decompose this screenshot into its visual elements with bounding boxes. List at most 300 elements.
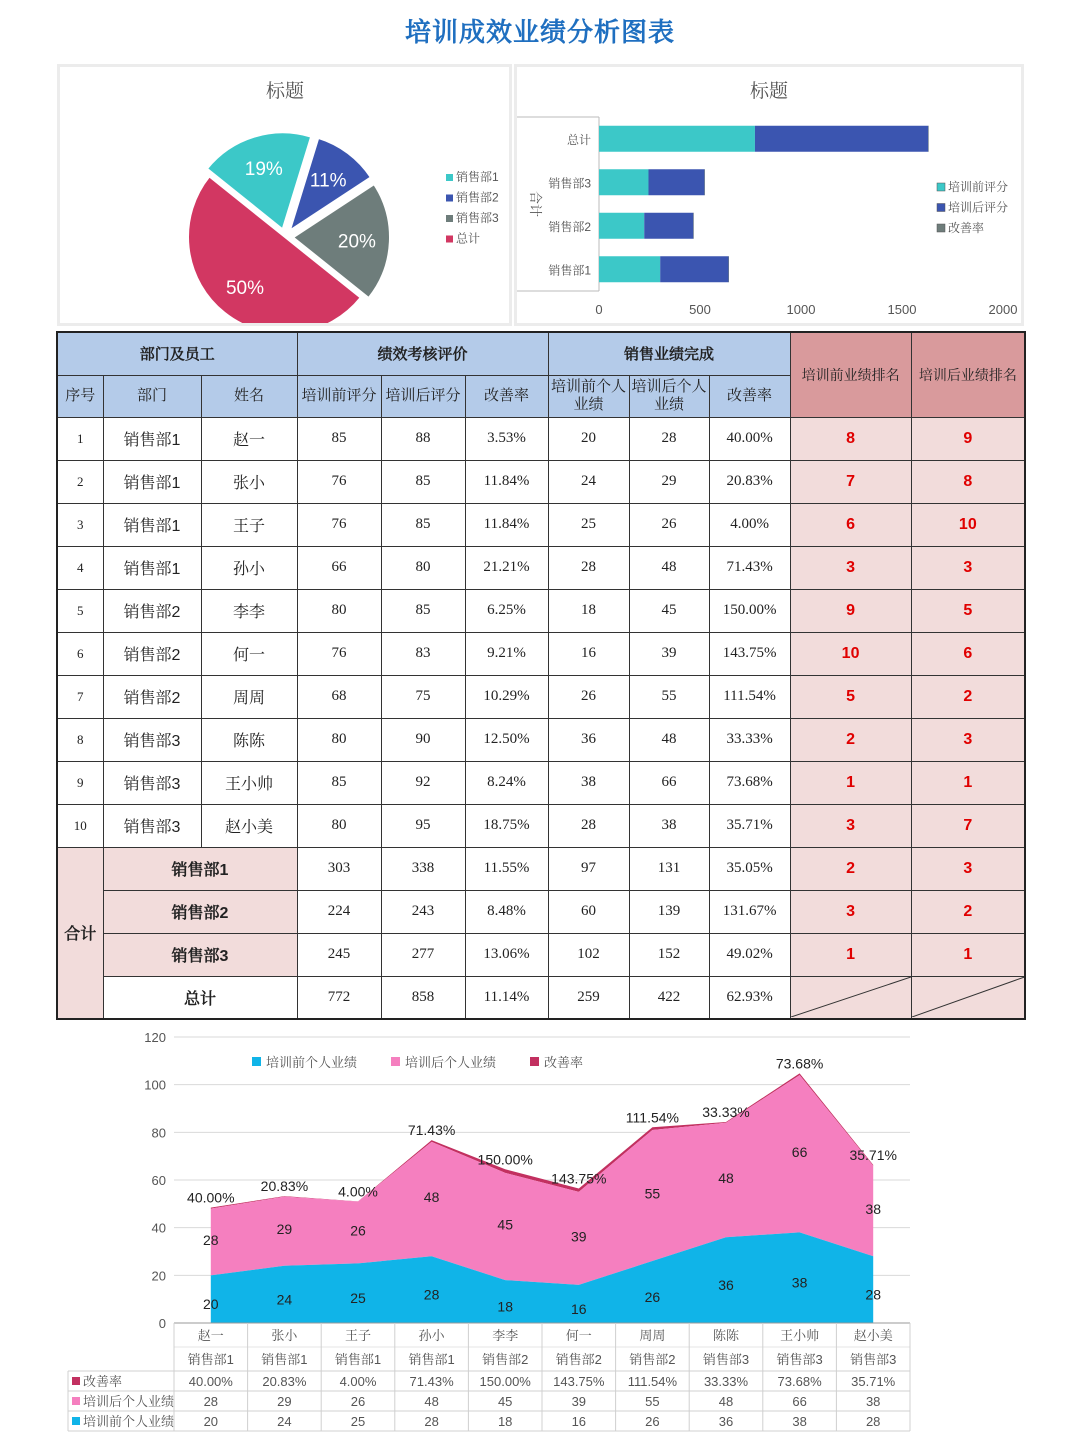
pie-value-label: 20% — [337, 231, 376, 253]
legend-swatch — [72, 1417, 80, 1425]
table-row — [57, 503, 1025, 546]
table-cell: 5 — [911, 589, 1025, 632]
table-cell: 李李 — [201, 589, 297, 632]
table-cell: 1 — [790, 761, 911, 804]
table-cell: 71.43% — [709, 546, 790, 589]
bar-segment — [755, 126, 928, 152]
data-label-after: 55 — [644, 1185, 661, 1202]
table-cell: 张小 — [201, 460, 297, 503]
legend-swatch — [391, 1057, 400, 1066]
table-value: 48 — [718, 1394, 734, 1409]
group-label: 销售部1 — [187, 1352, 234, 1367]
table-cell: 26 — [629, 503, 709, 546]
table-cell: 75 — [381, 675, 465, 718]
category-label: 销售部1 — [548, 263, 591, 278]
summary-row — [57, 847, 1025, 890]
table-cell: 66 — [297, 546, 381, 589]
summary-cell: 2 — [790, 847, 911, 890]
table-cell: 36 — [548, 718, 629, 761]
table-cell: 150.00% — [709, 589, 790, 632]
table-cell: 28 — [548, 546, 629, 589]
data-label-before: 16 — [571, 1300, 587, 1317]
table-cell: 33.33% — [709, 718, 790, 761]
table-value: 28 — [203, 1394, 219, 1409]
data-label-improvement: 150.00% — [477, 1151, 533, 1168]
table-cell: 9 — [790, 589, 911, 632]
table-cell: 销售部3 — [103, 804, 201, 847]
y-tick-label: 20 — [151, 1268, 166, 1284]
table-cell: 16 — [548, 632, 629, 675]
data-label-improvement: 40.00% — [187, 1189, 235, 1206]
category-label: 张小 — [271, 1328, 298, 1343]
legend-label: 培训后个人业绩 — [405, 1055, 497, 1070]
table-cell: 6.25% — [465, 589, 548, 632]
diagonal-cell — [911, 976, 1025, 1019]
table-cell: 4 — [57, 546, 103, 589]
table-value: 38 — [792, 1414, 807, 1429]
legend-label: 销售部2 — [456, 190, 499, 205]
table-cell: 18.75% — [465, 804, 548, 847]
table-cell: 85 — [297, 761, 381, 804]
data-label-improvement: 4.00% — [338, 1183, 378, 1200]
table-value: 143.75% — [553, 1374, 605, 1389]
table-value: 38 — [865, 1394, 881, 1409]
table-cell: 35.71% — [709, 804, 790, 847]
summary-cell: 8.48% — [465, 890, 548, 933]
table-value: 36 — [718, 1414, 734, 1429]
table-value: 33.33% — [703, 1374, 749, 1389]
table-value: 111.54% — [627, 1374, 678, 1389]
table-cell: 赵小美 — [201, 804, 297, 847]
bar-segment — [693, 213, 694, 239]
pie-title: 标题 — [265, 81, 305, 102]
table-cell: 76 — [297, 503, 381, 546]
table-cell: 4.00% — [709, 503, 790, 546]
table-row — [57, 718, 1025, 761]
table-cell: 26 — [548, 675, 629, 718]
table-cell: 73.68% — [709, 761, 790, 804]
table-row-label: 培训后个人业绩 — [83, 1394, 175, 1409]
table-cell: 3 — [911, 718, 1025, 761]
total-cell: 422 — [629, 976, 709, 1019]
legend-label: 销售部1 — [456, 170, 499, 184]
legend-swatch — [937, 224, 945, 232]
table-cell: 9.21% — [465, 632, 548, 675]
total-cell: 62.93% — [709, 976, 790, 1019]
table-row — [57, 761, 1025, 804]
summary-row — [57, 933, 1025, 976]
table-cell: 王子 — [201, 503, 297, 546]
legend-label: 改善率 — [544, 1055, 584, 1070]
table-cell: 111.54% — [709, 675, 790, 718]
y-axis-title: 合计 — [528, 190, 543, 218]
table-row — [57, 460, 1025, 503]
diagonal-cell — [790, 976, 911, 1019]
data-label-before: 24 — [276, 1291, 293, 1308]
data-label-before: 28 — [423, 1286, 440, 1303]
category-label: 李李 — [492, 1328, 519, 1343]
bar-segment — [660, 256, 728, 282]
summary-cell: 1 — [911, 933, 1025, 976]
pie-value-label: 19% — [244, 159, 283, 181]
table-cell: 10 — [911, 503, 1025, 546]
bar-segment — [928, 126, 929, 152]
pie-chart-panel — [57, 64, 512, 326]
subheader-5: 培训后评分 — [381, 375, 465, 417]
table-value: 73.68% — [777, 1374, 822, 1389]
area-chart — [60, 1022, 1020, 1434]
summary-cell: 139 — [629, 890, 709, 933]
summary-cell: 35.05% — [709, 847, 790, 890]
table-cell: 6 — [911, 632, 1025, 675]
table-cell: 10 — [790, 632, 911, 675]
summary-cell: 销售部3 — [103, 933, 297, 976]
table-cell: 85 — [297, 417, 381, 460]
table-cell: 76 — [297, 460, 381, 503]
bar-title: 标题 — [749, 81, 789, 102]
category-label: 销售部3 — [548, 176, 591, 191]
summary-row — [57, 890, 1025, 933]
table-cell: 76 — [297, 632, 381, 675]
summary-cell: 13.06% — [465, 933, 548, 976]
summary-cell: 102 — [548, 933, 629, 976]
table-value: 4.00% — [339, 1374, 377, 1389]
table-cell: 85 — [381, 460, 465, 503]
table-value: 24 — [277, 1414, 292, 1429]
legend-swatch — [530, 1057, 539, 1066]
bar-segment — [599, 126, 755, 152]
table-value: 29 — [277, 1394, 292, 1409]
table-cell: 28 — [629, 417, 709, 460]
table-cell: 销售部2 — [103, 675, 201, 718]
table-cell: 何一 — [201, 632, 297, 675]
legend-label: 销售部3 — [456, 211, 499, 225]
group-label: 销售部3 — [776, 1352, 823, 1367]
legend-swatch — [72, 1377, 80, 1385]
table-cell: 3.53% — [465, 417, 548, 460]
legend-label: 培训前评分 — [948, 180, 1009, 194]
table-row — [57, 589, 1025, 632]
table-value: 45 — [497, 1394, 513, 1409]
y-tick-label: 0 — [158, 1316, 166, 1331]
subheader-1: 序号 — [57, 375, 103, 417]
summary-label: 合计 — [57, 847, 103, 1019]
table-cell: 8 — [57, 718, 103, 761]
header-rank-after: 培训后业绩排名 — [911, 332, 1025, 417]
table-cell: 18 — [548, 589, 629, 632]
data-label-improvement: 111.54% — [625, 1109, 680, 1126]
data-label-after: 48 — [423, 1189, 440, 1206]
category-label: 何一 — [565, 1328, 592, 1343]
table-cell: 80 — [297, 589, 381, 632]
y-tick-label: 40 — [151, 1220, 166, 1236]
table-cell: 7 — [790, 460, 911, 503]
table-value: 66 — [792, 1394, 807, 1409]
bar-segment — [648, 169, 704, 195]
data-label-improvement: 33.33% — [702, 1104, 750, 1121]
category-label: 王小帅 — [780, 1328, 820, 1343]
table-cell: 90 — [381, 718, 465, 761]
category-label: 销售部2 — [548, 219, 591, 234]
subheader-7: 培训前个人业绩 — [548, 375, 629, 417]
group-label: 销售部1 — [261, 1352, 308, 1367]
table-value: 28 — [424, 1414, 439, 1429]
legend-swatch — [446, 174, 453, 181]
category-label: 总计 — [566, 132, 591, 147]
table-cell: 8 — [911, 460, 1025, 503]
table-row-label: 改善率 — [83, 1374, 123, 1389]
bar-chart-panel — [514, 64, 1024, 326]
header-dept-staff: 部门及员工 — [57, 332, 297, 375]
table-cell: 销售部3 — [103, 718, 201, 761]
table-cell: 55 — [629, 675, 709, 718]
y-tick-label: 60 — [151, 1173, 166, 1188]
summary-cell: 245 — [297, 933, 381, 976]
table-row — [57, 417, 1025, 460]
summary-cell: 131 — [629, 847, 709, 890]
table-cell: 48 — [629, 718, 709, 761]
total-cell: 11.14% — [465, 976, 548, 1019]
table-value: 26 — [350, 1394, 366, 1409]
category-label: 王子 — [344, 1328, 372, 1343]
legend-swatch — [72, 1397, 80, 1405]
data-label-after: 38 — [865, 1200, 881, 1217]
bar-segment — [704, 169, 705, 195]
table-cell: 8 — [790, 417, 911, 460]
subheader-3: 姓名 — [201, 375, 297, 417]
summary-cell: 11.55% — [465, 847, 548, 890]
table-cell: 28 — [548, 804, 629, 847]
table-cell: 7 — [911, 804, 1025, 847]
bar-chart — [517, 67, 1021, 323]
summary-cell: 3 — [911, 847, 1025, 890]
table-cell: 80 — [297, 718, 381, 761]
table-cell: 95 — [381, 804, 465, 847]
table-cell: 38 — [629, 804, 709, 847]
data-label-after: 39 — [571, 1228, 587, 1245]
table-cell: 10.29% — [465, 675, 548, 718]
summary-cell: 1 — [790, 933, 911, 976]
summary-cell: 销售部1 — [103, 847, 297, 890]
legend-swatch — [937, 183, 945, 191]
table-cell: 29 — [629, 460, 709, 503]
y-tick-label: 80 — [151, 1125, 166, 1141]
summary-cell: 277 — [381, 933, 465, 976]
table-value: 28 — [865, 1414, 881, 1429]
table-cell: 80 — [297, 804, 381, 847]
table-cell: 9 — [911, 417, 1025, 460]
pie-value-label: 11% — [309, 170, 347, 192]
table-cell: 9 — [57, 761, 103, 804]
table-value: 71.43% — [409, 1374, 454, 1389]
table-row — [57, 632, 1025, 675]
table-row — [57, 804, 1025, 847]
group-label: 销售部2 — [555, 1352, 602, 1367]
pie-value-label: 50% — [225, 277, 264, 299]
table-cell: 85 — [381, 589, 465, 632]
table-cell: 6 — [790, 503, 911, 546]
total-row — [57, 976, 1025, 1019]
total-cell: 总计 — [103, 976, 297, 1019]
data-label-after: 48 — [718, 1170, 734, 1186]
table-cell: 92 — [381, 761, 465, 804]
table-cell: 40.00% — [709, 417, 790, 460]
table-cell: 销售部2 — [103, 632, 201, 675]
data-label-improvement: 143.75% — [551, 1170, 607, 1187]
table-cell: 1 — [57, 417, 103, 460]
table-cell: 20 — [548, 417, 629, 460]
group-label: 销售部2 — [482, 1352, 529, 1367]
category-label: 赵小美 — [853, 1328, 893, 1343]
summary-cell: 97 — [548, 847, 629, 890]
bar-segment — [599, 213, 644, 239]
table-cell: 3 — [911, 546, 1025, 589]
table-cell: 8.24% — [465, 761, 548, 804]
total-cell: 772 — [297, 976, 381, 1019]
header-performance-eval: 绩效考核评价 — [297, 332, 548, 375]
data-label-after: 28 — [203, 1231, 219, 1248]
table-value: 55 — [645, 1394, 660, 1409]
table-cell: 5 — [790, 675, 911, 718]
table-value: 20.83% — [262, 1374, 307, 1389]
data-label-after: 29 — [276, 1221, 293, 1238]
summary-cell: 338 — [381, 847, 465, 890]
summary-cell: 224 — [297, 890, 381, 933]
table-cell: 48 — [629, 546, 709, 589]
table-cell: 销售部1 — [103, 417, 201, 460]
header-rank-before: 培训前业绩排名 — [790, 332, 911, 417]
table-cell: 2 — [911, 675, 1025, 718]
category-label: 周周 — [639, 1328, 666, 1343]
table-cell: 3 — [790, 546, 911, 589]
legend-label: 改善率 — [948, 221, 985, 235]
table-cell: 143.75% — [709, 632, 790, 675]
table-cell: 2 — [790, 718, 911, 761]
data-label-before: 36 — [718, 1277, 734, 1294]
subheader-2: 部门 — [103, 375, 201, 417]
data-label-after: 45 — [497, 1216, 513, 1233]
total-cell: 858 — [381, 976, 465, 1019]
table-cell: 3 — [790, 804, 911, 847]
table-cell: 6 — [57, 632, 103, 675]
summary-cell: 49.02% — [709, 933, 790, 976]
legend-label: 培训前个人业绩 — [266, 1055, 358, 1070]
data-label-before: 26 — [644, 1289, 661, 1306]
data-label-before: 28 — [865, 1286, 881, 1303]
table-cell: 85 — [381, 503, 465, 546]
category-label: 孙小 — [418, 1328, 445, 1343]
category-label: 陈陈 — [712, 1328, 740, 1343]
table-value: 26 — [645, 1414, 660, 1429]
performance-table — [56, 331, 1026, 1020]
summary-cell: 303 — [297, 847, 381, 890]
data-label-after: 66 — [791, 1143, 808, 1160]
data-label-after: 26 — [350, 1222, 366, 1239]
table-value: 16 — [571, 1414, 587, 1429]
data-label-improvement: 71.43% — [407, 1122, 456, 1139]
table-cell: 21.21% — [465, 546, 548, 589]
data-label-before: 18 — [497, 1298, 513, 1315]
total-cell: 259 — [548, 976, 629, 1019]
y-tick-label: 100 — [144, 1077, 166, 1093]
table-cell: 80 — [381, 546, 465, 589]
table-cell: 39 — [629, 632, 709, 675]
subheader-4: 培训前评分 — [297, 375, 381, 417]
group-label: 销售部3 — [702, 1352, 750, 1367]
table-cell: 24 — [548, 460, 629, 503]
summary-cell: 2 — [911, 890, 1025, 933]
subheader-9: 改善率 — [709, 375, 790, 417]
table-value: 39 — [571, 1394, 587, 1409]
table-cell: 68 — [297, 675, 381, 718]
legend-label: 培训后评分 — [948, 200, 1009, 215]
table-value: 25 — [350, 1414, 366, 1429]
data-label-improvement: 73.68% — [775, 1055, 824, 1072]
subheader-6: 改善率 — [465, 375, 548, 417]
pie-chart — [60, 67, 509, 323]
x-tick-label: 500 — [689, 302, 711, 317]
category-label: 赵一 — [197, 1328, 224, 1343]
data-label-before: 25 — [350, 1290, 366, 1307]
subheader-8: 培训后个人业绩 — [629, 375, 709, 417]
table-cell: 10 — [57, 804, 103, 847]
legend-swatch — [252, 1057, 261, 1066]
summary-cell: 3 — [790, 890, 911, 933]
legend-swatch — [446, 236, 453, 243]
legend-label: 总计 — [456, 231, 481, 246]
x-tick-label: 1000 — [786, 302, 816, 317]
table-cell: 83 — [381, 632, 465, 675]
data-label-improvement: 20.83% — [260, 1178, 309, 1195]
x-tick-label: 2000 — [988, 302, 1018, 317]
table-cell: 销售部2 — [103, 589, 201, 632]
data-label-improvement: 35.71% — [849, 1146, 897, 1163]
table-cell: 11.84% — [465, 460, 548, 503]
bar-segment — [599, 256, 660, 282]
table-row-label: 培训前个人业绩 — [83, 1414, 175, 1429]
bar-segment — [599, 169, 648, 195]
summary-cell: 131.67% — [709, 890, 790, 933]
table-cell: 38 — [548, 761, 629, 804]
table-value: 20 — [203, 1414, 219, 1429]
table-value: 48 — [424, 1394, 439, 1409]
x-tick-label: 0 — [595, 302, 603, 317]
bar-segment — [644, 213, 693, 239]
table-cell: 5 — [57, 589, 103, 632]
legend-swatch — [446, 195, 453, 202]
table-cell: 周周 — [201, 675, 297, 718]
table-cell: 陈陈 — [201, 718, 297, 761]
table-cell: 1 — [911, 761, 1025, 804]
table-cell: 销售部3 — [103, 761, 201, 804]
summary-cell: 243 — [381, 890, 465, 933]
group-label: 销售部1 — [334, 1352, 382, 1367]
table-cell: 66 — [629, 761, 709, 804]
data-label-before: 20 — [203, 1296, 219, 1313]
data-label-before: 38 — [791, 1274, 808, 1291]
table-cell: 王小帅 — [201, 761, 297, 804]
table-cell: 7 — [57, 675, 103, 718]
table-cell: 赵一 — [201, 417, 297, 460]
group-label: 销售部2 — [629, 1352, 676, 1367]
table-cell: 孙小 — [201, 546, 297, 589]
x-tick-label: 1500 — [887, 302, 917, 317]
summary-cell: 销售部2 — [103, 890, 297, 933]
summary-cell: 60 — [548, 890, 629, 933]
summary-cell: 152 — [629, 933, 709, 976]
table-cell: 25 — [548, 503, 629, 546]
table-row — [57, 675, 1025, 718]
